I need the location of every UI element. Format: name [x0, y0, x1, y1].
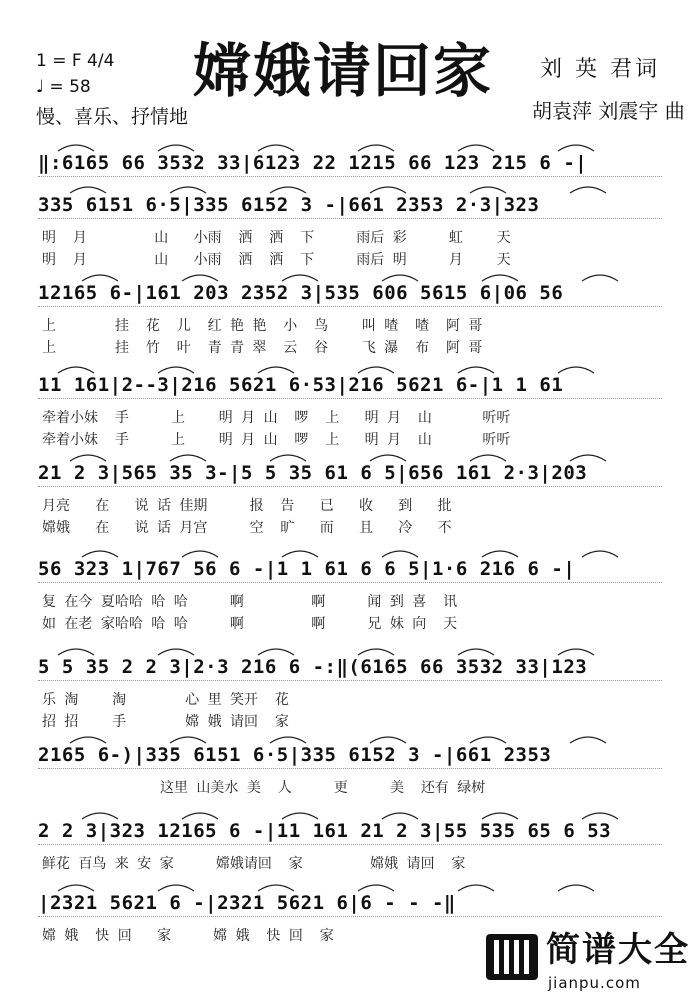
expression-marking: 慢、喜乐、抒情地 [36, 106, 189, 128]
lyric-line: 月亮 在 说 话 佳期 报 告 已 收 到 批 [42, 498, 452, 514]
lyric-line: 复 在今 夏哈哈 哈 哈 啊 啊 闻 到 喜 讯 [42, 594, 458, 610]
lyric-line: 上 挂 花 儿 红 艳 艳 小 鸟 叫 喳 喳 阿 哥 [42, 318, 483, 334]
lyricist-credit: 刘 英 君词 [540, 57, 660, 82]
notation-row: 2 2 3|323 12165 6 -|11 161 21 2 3|55 535 65 6 53 [38, 818, 662, 845]
tempo-marking: ♩ = 58 [36, 77, 91, 97]
notation-row: 12165 6-|161 203 2352 3|535 606 5615 6|06 56 [38, 280, 662, 307]
lyric-line: 如 在老 家哈哈 哈 哈 啊 啊 兄 妹 向 天 [42, 616, 458, 632]
lyric-line: 牵着小妹 手 上 明 月 山 啰 上 明 月 山 听听 [42, 432, 511, 448]
lyric-line: 乐 淘 淘 心 里 笑开 花 [42, 692, 289, 708]
lyric-line: 嫦娥 在 说 话 月宫 空 旷 而 且 冷 不 [42, 520, 452, 536]
notation-row: |2321 5621 6 -|2321 5621 6|6 - - -‖ [38, 890, 662, 917]
lyric-line: 上 挂 竹 叶 青 青 翠 云 谷 飞 瀑 布 阿 哥 [42, 340, 483, 356]
notation-row: 2165 6-)|335 6151 6·5|335 6152 3 -|661 2353 [38, 742, 662, 769]
lyric-line: 牵着小妹 手 上 明 月 山 啰 上 明 月 山 听听 [42, 410, 511, 426]
notation-row: 5 5 35 2 2 3|2·3 216 6 -:‖(6165 66 3532 33|123 [38, 654, 662, 681]
composer-credit: 胡袁萍 刘震宇 曲 [532, 99, 685, 123]
watermark-url: jianpu.com [548, 974, 641, 992]
watermark-name: 简谱大全 [546, 930, 690, 970]
key-signature: 1 = F 4/4 [36, 51, 115, 71]
lyric-line: 鲜花 百鸟 来 安 家 嫦娥请回 家 嫦娥 请回 家 [42, 856, 466, 872]
lyric-line: 嫦 娥 快 回 家 嫦 娥 快 回 家 [42, 928, 334, 944]
piano-keys-icon [486, 934, 538, 980]
notation-row: 21 2 3|565 35 3-|5 5 35 61 6 5|656 161 2·3|203 [38, 460, 662, 487]
lyric-line: 明 月 山 小雨 洒 洒 下 雨后 明 月 天 [42, 252, 511, 268]
site-watermark [486, 928, 696, 998]
notation-row: ‖:6165 66 3532 33|6123 22 1215 66 123 215 6 -| [38, 150, 662, 177]
notation-row: 11 161|2--3|216 5621 6·53|216 5621 6-|1 1 61 [38, 372, 662, 399]
lyric-line: 明 月 山 小雨 洒 洒 下 雨后 彩 虹 天 [42, 230, 511, 246]
notation-row: 56 323 1|767 56 6 -|1 1 61 6 6 5|1·6 216 6 -| [38, 556, 662, 583]
lyric-line: 这里 山美水 美 人 更 美 还有 绿树 [42, 780, 486, 796]
notation-row: 335 6151 6·5|335 6152 3 -|661 2353 2·3|323 [38, 192, 662, 219]
lyric-line: 招 招 手 嫦 娥 请回 家 [42, 714, 289, 730]
song-title: 嫦娥请回家 [192, 37, 493, 105]
